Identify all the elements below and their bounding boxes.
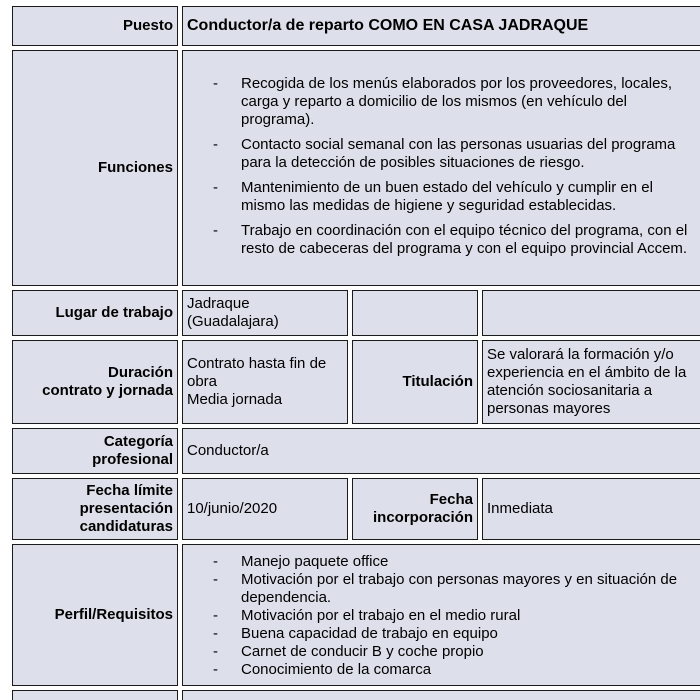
funcion-item: - Mantenimiento de un buen estado del vehículo y cumplir en el mismo las medidas de higiene y seguridad establecidas. — [213, 179, 699, 215]
categoria-label-line: profesional — [92, 451, 173, 468]
fecha-incorporacion-label-line: incorporación — [372, 509, 473, 526]
next-value-cell — [182, 690, 700, 700]
row-next-partial — [12, 690, 700, 700]
fecha-incorporacion-label — [352, 478, 478, 540]
perfil-label: Perfil/Requisitos — [12, 544, 178, 686]
job-title: Conductor/a de reparto COMO EN CASA JADRAQUE — [187, 17, 589, 34]
fecha-limite-value: 10/junio/2020 — [182, 478, 348, 540]
duracion-label — [12, 340, 178, 424]
row-fechas — [12, 478, 700, 540]
funcion-item: - Recogida de los menús elaborados por los proveedores, locales, carga y reparto a domicilio de los mismos (en vehículo del programa). — [213, 75, 699, 129]
row-puesto — [12, 6, 700, 46]
categoria-value: Conductor/a — [182, 428, 700, 474]
duracion-label-line: Duración — [107, 364, 173, 381]
perfil-list — [187, 553, 699, 679]
lugar-line: Jadraque — [187, 295, 250, 312]
next-label-cell — [12, 690, 178, 700]
fecha-limite-label — [12, 478, 178, 540]
funciones-value — [182, 50, 700, 286]
lugar-empty-cell — [482, 290, 700, 336]
fecha-incorporacion-value: Inmediata — [482, 478, 700, 540]
lugar-label: Lugar de trabajo — [12, 290, 178, 336]
titulacion-label: Titulación — [352, 340, 478, 424]
fecha-limite-label-line: presentación — [79, 500, 173, 517]
row-perfil — [12, 544, 700, 686]
fecha-incorporacion-label-line: Fecha — [429, 491, 473, 508]
categoria-label — [12, 428, 178, 474]
funcion-item: - Trabajo en coordinación con el equipo técnico del programa, con el resto de cabeceras del programa y con el equipo provincial Accem. — [213, 222, 699, 258]
row-lugar — [12, 290, 700, 336]
lugar-line: (Guadalajara) — [187, 313, 279, 330]
puesto-label: Puesto — [12, 6, 178, 46]
row-duracion — [12, 340, 700, 424]
puesto-value — [182, 6, 700, 46]
requisito-item: - Carnet de conducir B y coche propio — [213, 643, 699, 661]
requisito-item: - Buena capacidad de trabajo en equipo — [213, 625, 699, 643]
duracion-line: Contrato hasta fin de — [187, 355, 327, 372]
lugar-empty-cell — [352, 290, 478, 336]
row-funciones — [12, 50, 700, 286]
duracion-line: obra — [187, 373, 218, 390]
job-offer-table — [8, 2, 700, 700]
fecha-limite-label-line: Fecha límite — [86, 482, 173, 499]
lugar-value — [182, 290, 348, 336]
duracion-value — [182, 340, 348, 424]
row-categoria — [12, 428, 700, 474]
requisito-item: - Manejo paquete office — [213, 553, 699, 571]
perfil-value — [182, 544, 700, 686]
duracion-line: Media jornada — [187, 391, 283, 408]
funciones-label: Funciones — [12, 50, 178, 286]
funciones-list — [187, 75, 699, 258]
requisito-item: - Motivación por el trabajo con personas mayores y en situación de dependencia. — [213, 571, 699, 607]
funcion-item: - Contacto social semanal con las personas usuarias del programa para la detección de posibles situaciones de riesgo. — [213, 136, 699, 172]
titulacion-value: Se valorará la formación y/o experiencia en el ámbito de la atención sociosanitaria a personas mayores — [482, 340, 700, 424]
categoria-label-line: Categoría — [103, 433, 173, 450]
duracion-label-line: contrato y jornada — [42, 382, 173, 399]
fecha-limite-label-line: candidaturas — [79, 518, 173, 535]
requisito-item: - Motivación por el trabajo en el medio rural — [213, 607, 699, 625]
requisito-item: - Conocimiento de la comarca — [213, 661, 699, 679]
